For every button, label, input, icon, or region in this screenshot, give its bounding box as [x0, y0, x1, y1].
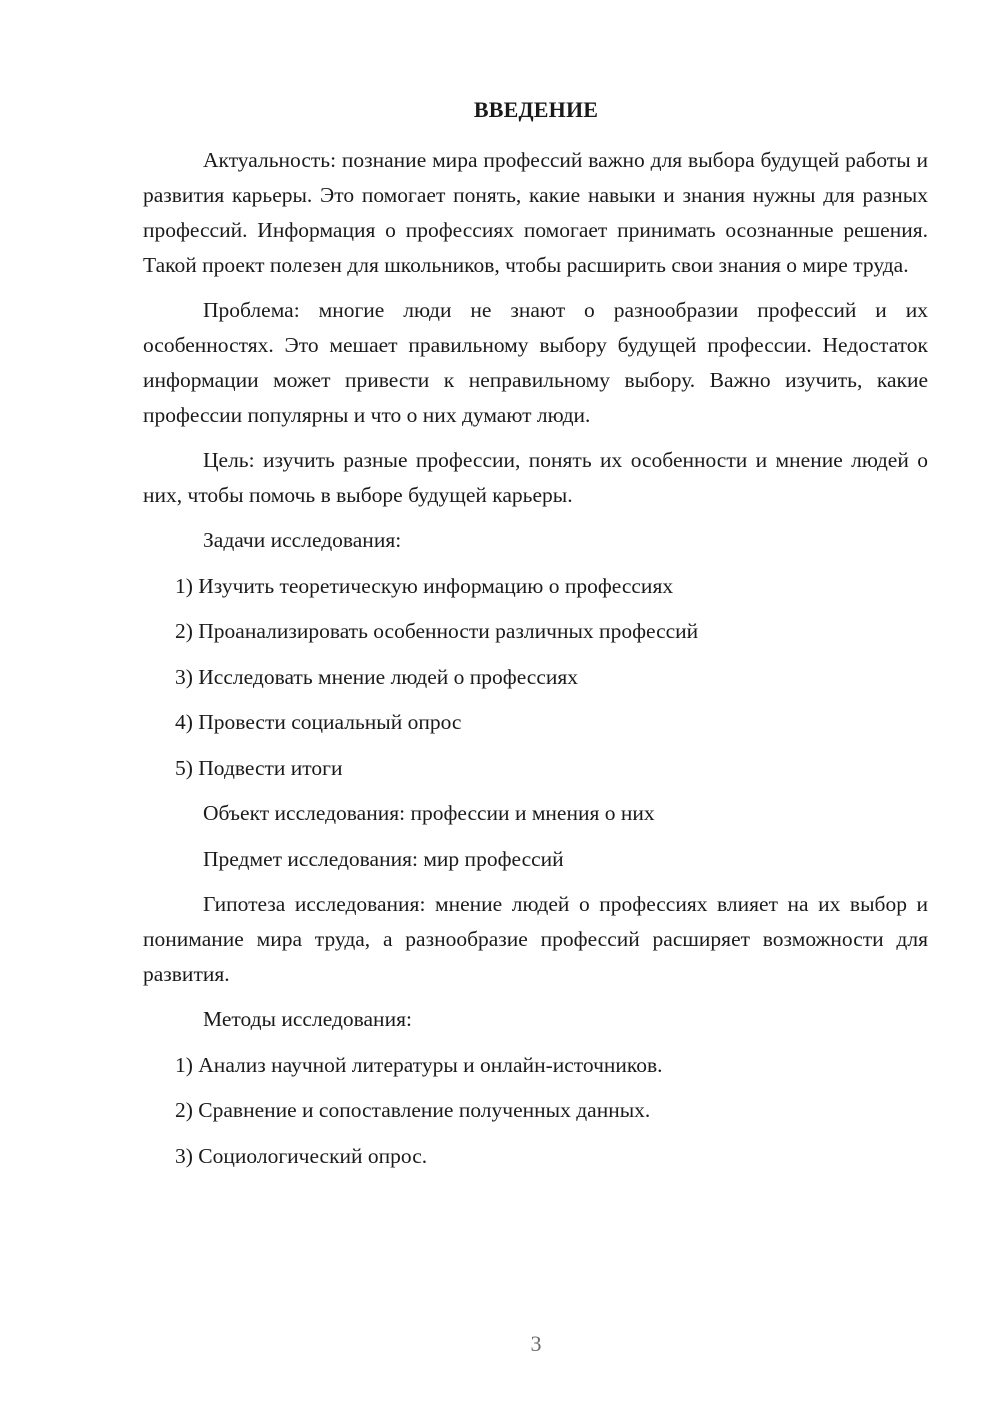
- problem-paragraph: Проблема: многие люди не знают о разнообразии профессий и их особенностях. Это мешает правильному выбору будущей профессии. Недостаток информации может привести к неправильному выбору. Важно изучить, какие профессии популярны и что о них думают люди.: [143, 298, 928, 427]
- relevance-paragraph: Актуальность: познание мира профессий важно для выбора будущей работы и развития карьеры. Это помогает понять, какие навыки и знания нужны для разных профессий. Информация о профессиях помогает принимать осознанные решения. Такой проект полезен для школьников, чтобы расширить свои знания о мире труда.: [143, 148, 928, 277]
- hypothesis-paragraph: Гипотеза исследования: мнение людей о профессиях влияет на их выбор и понимание мира труда, а разнообразие профессий расширяет возможности для развития.: [143, 892, 928, 986]
- method-item: 1) Анализ научной литературы и онлайн-источников.: [175, 1052, 663, 1077]
- page-number: 3: [530, 1331, 542, 1356]
- method-item: 3) Социологический опрос.: [175, 1143, 428, 1168]
- goal-paragraph: Цель: изучить разные профессии, понять их особенности и мнение людей о них, чтобы помочь в выборе будущей карьеры.: [143, 448, 928, 507]
- research-subject: Предмет исследования: мир профессий: [203, 846, 564, 871]
- tasks-label: Задачи исследования:: [203, 528, 402, 552]
- task-item: 5) Подвести итоги: [175, 755, 343, 780]
- method-item: 2) Сравнение и сопоставление полученных данных.: [175, 1098, 651, 1122]
- task-item: 4) Провести социальный опрос: [175, 710, 462, 734]
- research-object: Объект исследования: профессии и мнения о них: [203, 801, 655, 825]
- methods-label: Методы исследования:: [203, 1007, 412, 1031]
- task-item: 3) Исследовать мнение людей о профессиях: [175, 664, 579, 689]
- task-item: 2) Проанализировать особенности различных профессий: [175, 619, 699, 643]
- section-heading: ВВЕДЕНИЕ: [473, 97, 599, 122]
- task-item: 1) Изучить теоретическую информацию о профессиях: [175, 573, 674, 598]
- document-body: [143, 143, 928, 1184]
